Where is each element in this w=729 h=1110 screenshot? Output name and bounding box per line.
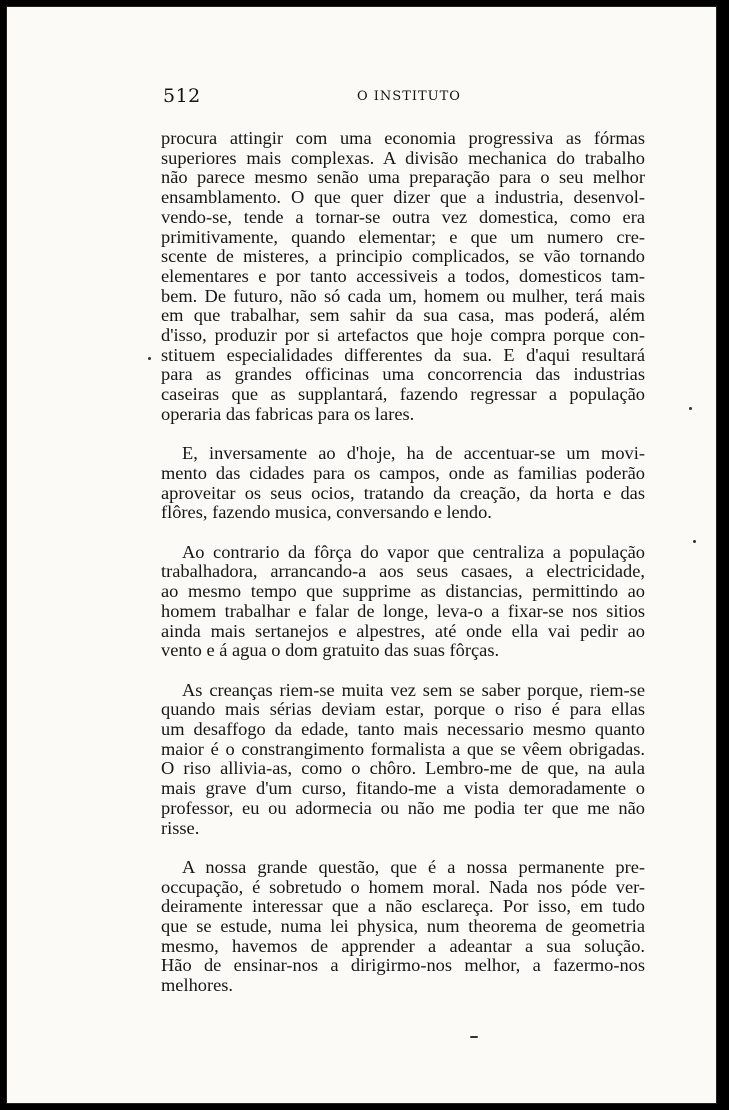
text-line: homem trabalhar e falar de longe, leva-o a fixar-se nos sitios: [161, 600, 645, 621]
paragraph-1: [161, 129, 645, 425]
text-line: ensamblamento. O que quer dizer que a industria, desenvol-: [161, 187, 645, 208]
print-speck: [689, 407, 692, 410]
paragraph-3: [161, 543, 645, 661]
text-line: melhores.: [161, 975, 234, 996]
paragraph-4: [161, 681, 645, 839]
text-line: Ao contrario da fôrça do vapor que centraliza a população: [182, 541, 645, 562]
text-line: stituem especialidades differentes da sua. E d'aqui resultará: [161, 344, 645, 365]
text-line: ao mesmo tempo que supprime as distancias, permittindo ao: [161, 581, 645, 602]
paragraph-spacer: [161, 523, 645, 543]
text-line: O riso allivia-as, como o chôro. Lembro-me de que, na aula: [161, 758, 645, 779]
text-line: que se estude, numa lei physica, num theorema de geometria: [161, 916, 645, 937]
text-line: superiores mais complexas. A divisão mechanica do trabalho: [161, 147, 645, 168]
text-line: mesmo, havemos de apprender a adeantar a sua solução.: [161, 935, 645, 956]
text-line: procura attingir com uma economia progressiva as fórmas: [161, 128, 645, 148]
page-header: [161, 85, 643, 115]
print-speck: [470, 1036, 478, 1038]
text-line: deiramente interessar que a não esclareça. Por isso, em tudo: [161, 896, 645, 917]
text-line: operaria das fabricas para os lares.: [161, 403, 415, 424]
text-line: não parece mesmo senão uma preparação para o seu melhor: [161, 167, 645, 188]
text-line: flôres, fazendo musica, conversando e lendo.: [161, 502, 492, 523]
paragraph-spacer: [161, 661, 645, 681]
print-speck: [148, 357, 151, 360]
paragraph-spacer: [161, 838, 645, 858]
text-line: professor, eu ou adormecia ou não me podia ter que me não: [161, 797, 645, 818]
text-line: ainda mais sertanejos e alpestres, até onde ella vai pedir ao: [161, 620, 645, 641]
paragraph-5: [161, 858, 645, 996]
text-line: para as grandes officinas uma concorrencia das industrias: [161, 364, 645, 385]
text-line: aproveitar os seus ocios, tratando da creação, da horta e das: [161, 482, 645, 503]
text-line: E, inversamente ao d'hoje, ha de accentuar-se um movi-: [182, 443, 645, 464]
text-line: quando mais sérias deviam estar, porque o riso é para ellas: [161, 699, 645, 720]
text-line: vendo-se, tende a tornar-se outra vez domestica, como era: [161, 206, 645, 227]
text-line: Hão de ensinar-nos a dirigirmo-nos melhor, a fazermo-nos: [161, 955, 645, 976]
text-line: A nossa grande questão, que é a nossa permanente pre-: [182, 856, 645, 877]
text-line: scente de misteres, a principio complicados, se vão tornando: [161, 246, 645, 267]
text-line: risse.: [161, 817, 200, 838]
body-text: [161, 129, 645, 996]
text-line: maior é o constrangimento formalista a que se vêem obrigadas.: [161, 738, 645, 759]
print-speck: [693, 540, 696, 543]
text-line: mento das cidades para os campos, onde as familias poderão: [161, 462, 645, 483]
text-line: elementares e por tanto accessiveis a todos, domesticos tam-: [161, 265, 645, 286]
text-line: d'isso, produzir por si artefactos que hoje compra porque con-: [161, 325, 645, 346]
text-line: em que trabalhar, sem sahir da sua casa, mas poderá, além: [161, 305, 645, 326]
text-line: mais grave d'um curso, fitando-me a vista demoradamente o: [161, 778, 645, 799]
text-line: um desaffogo da edade, tanto mais necessario mesmo quanto: [161, 719, 645, 740]
text-line: As creanças riem-se muita vez sem se saber porque, riem-se: [182, 679, 645, 700]
page-number: 512: [163, 85, 201, 107]
paragraph-spacer: [161, 425, 645, 445]
text-line: primitivamente, quando elementar; e que um numero cre-: [161, 226, 645, 247]
text-line: bem. De futuro, não só cada um, homem ou mulher, terá mais: [161, 285, 645, 306]
running-title: O INSTITUTO: [357, 89, 461, 104]
paragraph-2: [161, 444, 645, 523]
text-line: vento e á agua o dom gratuito das suas fôrças.: [161, 640, 500, 661]
text-line: trabalhadora, arrancando-a aos seus casaes, a electricidade,: [161, 561, 645, 582]
text-line: caseiras que as supplantará, fazendo regressar a população: [161, 384, 645, 405]
text-line: occupação, é sobretudo o homem moral. Nada nos póde ver-: [161, 876, 645, 897]
book-page: [6, 6, 717, 1104]
